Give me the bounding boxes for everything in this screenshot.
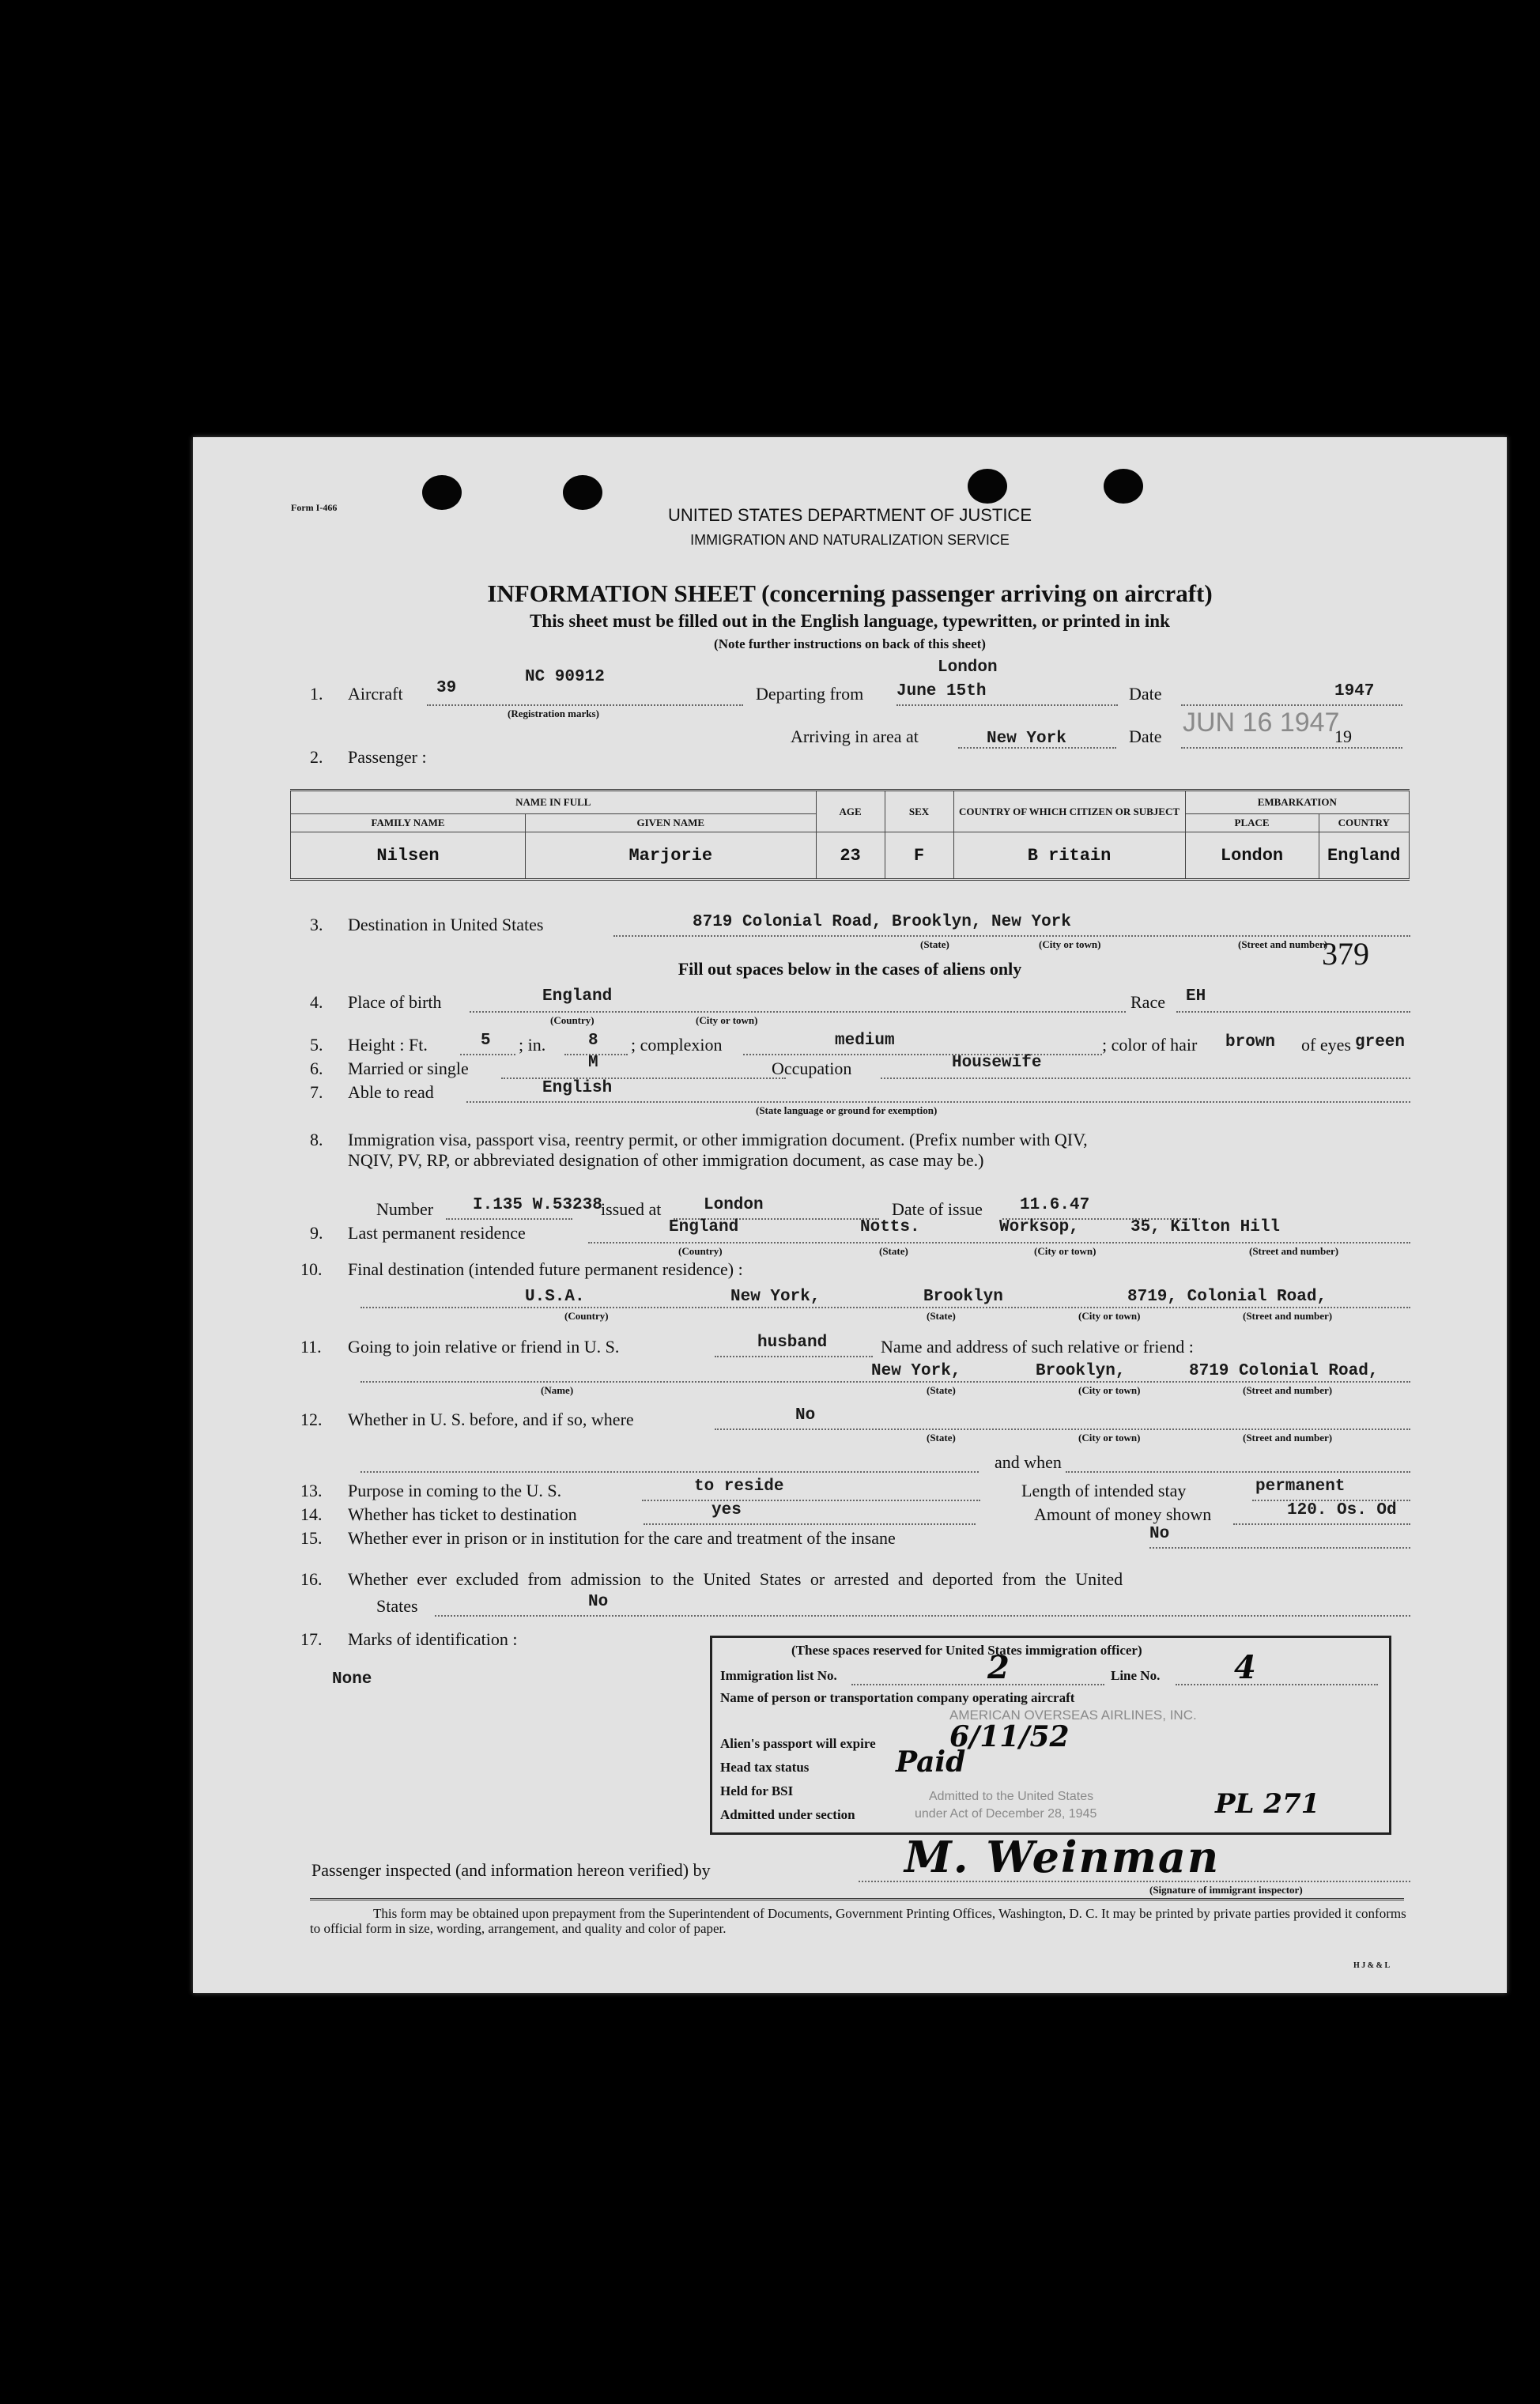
visa-text: Immigration visa, passport visa, reentry permit, or other immigration document. (Prefix number with QIV, xyxy=(348,1130,1088,1149)
item-number: 3. xyxy=(310,915,323,934)
arriving-value: New York xyxy=(987,730,1066,748)
operator-stamp: AMERICAN OVERSEAS AIRLINES, INC. xyxy=(949,1708,1197,1723)
passport-expiry-value: 6/11/52 xyxy=(949,1720,1070,1753)
money-line xyxy=(1233,1523,1410,1525)
item-number: 12. xyxy=(300,1410,323,1429)
date-label: Date xyxy=(1129,684,1162,704)
aircraft-line xyxy=(427,704,743,706)
note-line: (Note further instructions on back of this sheet) xyxy=(714,636,986,651)
married-label: Married or single xyxy=(348,1059,469,1078)
age-header: AGE xyxy=(816,791,885,832)
ticket-value: yes xyxy=(711,1501,742,1519)
caption: (City or town) xyxy=(1078,1432,1141,1444)
date-of-issue-value: 11.6.47 xyxy=(1020,1196,1090,1214)
ticket-label: Whether has ticket to destination xyxy=(348,1504,577,1524)
occupation-label: Occupation xyxy=(772,1059,852,1078)
aliens-heading: Fill out spaces below in the cases of aliens only xyxy=(678,959,1022,979)
destination-line xyxy=(613,935,1410,937)
hair-label: ; color of hair xyxy=(1102,1035,1198,1055)
caption: (Country) xyxy=(550,1014,594,1026)
in-us-before-line xyxy=(715,1428,1410,1430)
date-label: Date xyxy=(1129,726,1162,746)
ticket-line xyxy=(644,1523,976,1525)
in-us-before-label: Whether in U. S. before, and if so, where xyxy=(348,1410,634,1429)
when-line xyxy=(1066,1471,1410,1473)
item-number: 2. xyxy=(310,747,323,767)
item-number: 13. xyxy=(300,1481,323,1500)
page-title: INFORMATION SHEET (concerning passenger arriving on aircraft) xyxy=(487,579,1213,607)
joining-value: husband xyxy=(757,1334,828,1352)
relative-city-value: Brooklyn, xyxy=(1036,1362,1126,1380)
footer-rule xyxy=(310,1898,1404,1900)
aircraft-value: 39 xyxy=(436,679,457,697)
list-value: 2 xyxy=(987,1649,1010,1686)
punch-hole xyxy=(1104,469,1143,504)
departing-date-value: June 15th xyxy=(896,682,987,700)
departure-year-value: 1947 xyxy=(1334,682,1375,700)
item-number: 10. xyxy=(300,1259,323,1279)
passenger-label: Passenger : xyxy=(348,747,427,767)
height-in-value: 8 xyxy=(588,1032,598,1050)
read-value: English xyxy=(542,1079,613,1097)
table-row xyxy=(291,832,1410,880)
caption: (Street and number) xyxy=(1243,1310,1333,1322)
date-of-issue-label: Date of issue xyxy=(892,1199,983,1219)
prison-label: Whether ever in prison or in institution for the care and treatment of the insane xyxy=(348,1528,896,1548)
relative-address-label: Name and address of such relative or friend : xyxy=(881,1337,1194,1357)
married-value: M xyxy=(588,1054,598,1072)
punch-hole xyxy=(968,469,1007,504)
prison-line xyxy=(1149,1547,1410,1549)
signature-caption: (Signature of immigrant inspector) xyxy=(1149,1884,1303,1896)
complexion-line xyxy=(743,1054,1102,1055)
final-street-value: 8719, Colonial Road, xyxy=(1127,1288,1327,1306)
passenger-table xyxy=(290,789,1410,881)
final-state-value: New York, xyxy=(730,1288,821,1306)
citizen-header: COUNTRY OF WHICH CITIZEN OR SUBJECT xyxy=(953,791,1185,832)
caption: (State language or ground for exemption) xyxy=(756,1104,938,1116)
money-label: Amount of money shown xyxy=(1034,1504,1212,1524)
caption: (State) xyxy=(927,1310,956,1322)
registration-caption: (Registration marks) xyxy=(508,708,599,719)
admitted-under-label: Admitted under section xyxy=(720,1807,855,1822)
caption: (City or town) xyxy=(696,1014,758,1026)
place-header: PLACE xyxy=(1185,814,1319,832)
country-header: COUNTRY xyxy=(1319,814,1409,832)
birth-line xyxy=(470,1011,1126,1013)
number-line xyxy=(446,1218,572,1220)
excluded-line xyxy=(435,1615,1410,1617)
given-name-cell: Marjorie xyxy=(526,832,817,880)
sex-cell: F xyxy=(885,832,953,880)
printer-mark: H J & & L xyxy=(1353,1961,1391,1970)
and-when-label: and when xyxy=(995,1452,1062,1472)
inspected-label: Passenger inspected (and information hereon verified) by xyxy=(311,1860,711,1880)
caption: (Street and number) xyxy=(1243,1384,1333,1396)
admitted-stamp: Admitted to the United States xyxy=(929,1790,1094,1803)
hair-value: brown xyxy=(1225,1033,1276,1051)
final-destination-label: Final destination (intended future permanent residence) : xyxy=(348,1259,743,1279)
family-name-header: FAMILY NAME xyxy=(291,814,526,832)
height-ft-line xyxy=(460,1054,515,1055)
line-value: 4 xyxy=(1234,1649,1256,1686)
sex-header: SEX xyxy=(885,791,953,832)
last-residence-label: Last permanent residence xyxy=(348,1223,526,1243)
purpose-value: to reside xyxy=(694,1477,784,1496)
place-cell: London xyxy=(1185,832,1319,880)
caption: (Street and number) xyxy=(1238,938,1328,950)
registration-value: NC 90912 xyxy=(525,668,605,686)
money-value: 120. Os. Od xyxy=(1287,1501,1397,1519)
final-country-value: U.S.A. xyxy=(525,1288,585,1306)
length-stay-value: permanent xyxy=(1255,1477,1346,1496)
issued-at-value: London xyxy=(704,1196,764,1214)
head-tax-value: Paid xyxy=(896,1745,966,1779)
last-state-value: Notts. xyxy=(860,1218,920,1236)
citizen-cell: B ritain xyxy=(953,832,1185,880)
departing-line xyxy=(896,704,1118,706)
line-no-label: Line No. xyxy=(1111,1668,1161,1683)
list-line xyxy=(851,1684,1104,1685)
item-number: 1. xyxy=(310,684,323,704)
immigration-list-label: Immigration list No. xyxy=(720,1668,837,1683)
item-number: 11. xyxy=(300,1337,322,1357)
prison-value: No xyxy=(1149,1525,1170,1543)
head-tax-label: Head tax status xyxy=(720,1760,810,1775)
item-number: 8. xyxy=(310,1130,323,1149)
arrival-date-stamp: JUN 16 1947 xyxy=(1183,708,1340,738)
able-to-read-label: Able to read xyxy=(348,1082,434,1102)
passport-expires-label: Alien's passport will expire xyxy=(720,1736,876,1751)
joining-line xyxy=(715,1356,873,1357)
caption: (Street and number) xyxy=(1243,1432,1333,1444)
aircraft-label: Aircraft xyxy=(348,684,403,704)
item-number: 4. xyxy=(310,992,323,1012)
complexion-label: ; complexion xyxy=(631,1035,723,1055)
department-heading: UNITED STATES DEPARTMENT OF JUSTICE xyxy=(667,505,1032,525)
inspector-signature: M. Weinman xyxy=(904,1832,1221,1882)
in-us-before-value: No xyxy=(795,1406,816,1425)
caption: (City or town) xyxy=(1078,1384,1141,1396)
item-number: 9. xyxy=(310,1223,323,1243)
name-in-full-header: NAME IN FULL xyxy=(291,791,817,814)
height-label: Height : Ft. xyxy=(348,1035,428,1055)
footer-text: This form may be obtained upon prepayment from the Superintendent of Documents, Government Printing Offices, Washington, D. C. It may be printed by private parties provided it conforms to official form in size, wording, arrangement, and quality and color of paper. xyxy=(310,1906,1406,1936)
purpose-line xyxy=(642,1500,980,1501)
going-to-join-label: Going to join relative or friend in U. S. xyxy=(348,1337,620,1357)
admitted-section-value: PL 271 xyxy=(1215,1788,1320,1820)
birth-country-value: England xyxy=(542,987,613,1006)
relative-line xyxy=(360,1381,1410,1383)
length-stay-label: Length of intended stay xyxy=(1021,1481,1187,1500)
race-label: Race xyxy=(1130,992,1165,1012)
item-number: 15. xyxy=(300,1528,323,1548)
service-heading: IMMIGRATION AND NATURALIZATION SERVICE xyxy=(690,532,1010,548)
occupation-value: Housewife xyxy=(952,1054,1042,1072)
last-city-value: Worksop, xyxy=(999,1218,1079,1236)
relative-state-value: New York, xyxy=(871,1362,961,1380)
issued-at-label: issued at xyxy=(601,1199,662,1219)
doc-number-value: I.135 W.53238 xyxy=(473,1196,602,1214)
inches-label: ; in. xyxy=(519,1035,546,1055)
eyes-value: green xyxy=(1355,1033,1406,1051)
item-number: 14. xyxy=(300,1504,323,1524)
serial-number: 379 xyxy=(1322,936,1369,972)
marks-label: Marks of identification : xyxy=(348,1629,518,1649)
excluded-label: States xyxy=(376,1596,418,1616)
last-residence-line xyxy=(588,1242,1410,1244)
caption: (State) xyxy=(927,1384,956,1396)
caption: (State) xyxy=(879,1245,908,1257)
item-number: 6. xyxy=(310,1059,323,1078)
arrival-date-line xyxy=(1181,747,1402,749)
caption: (Street and number) xyxy=(1249,1245,1339,1257)
held-bsi-label: Held for BSI xyxy=(720,1783,794,1798)
marks-value: None xyxy=(332,1670,372,1689)
race-value: EH xyxy=(1186,987,1206,1006)
final-city-value: Brooklyn xyxy=(923,1288,1003,1306)
arriving-label: Arriving in area at xyxy=(791,726,919,746)
departing-label: Departing from xyxy=(756,684,864,704)
destination-value: 8719 Colonial Road, Brooklyn, New York xyxy=(693,913,1071,931)
excluded-value: No xyxy=(588,1593,609,1611)
caption: (City or town) xyxy=(1078,1310,1141,1322)
item-number: 16. xyxy=(300,1569,323,1589)
officer-box-heading: (These spaces reserved for United States immigration officer) xyxy=(791,1643,1142,1658)
caption: (City or town) xyxy=(1039,938,1101,950)
departing-place-value: London xyxy=(938,659,998,677)
race-line xyxy=(1176,1011,1410,1013)
caption: (State) xyxy=(927,1432,956,1444)
caption: (State) xyxy=(920,938,949,950)
form-number: Form I-466 xyxy=(291,502,338,513)
embark-country-cell: England xyxy=(1319,832,1409,880)
item-number: 5. xyxy=(310,1035,323,1055)
caption: (Country) xyxy=(678,1245,723,1257)
instruction-line: This sheet must be filled out in the English language, typewritten, or printed in ink xyxy=(530,611,1170,631)
admitted-stamp: under Act of December 28, 1945 xyxy=(915,1807,1097,1821)
arrival-year-value: 19 xyxy=(1334,726,1352,746)
given-name-header: GIVEN NAME xyxy=(526,814,817,832)
line-line xyxy=(1176,1684,1378,1685)
complexion-value: medium xyxy=(835,1032,895,1050)
date-line xyxy=(1181,704,1402,706)
read-line xyxy=(466,1101,1410,1103)
final-destination-line xyxy=(360,1307,1410,1308)
visa-text: NQIV, PV, RP, or abbreviated designation of other immigration document, as case may be.) xyxy=(348,1150,984,1170)
item-number: 7. xyxy=(310,1082,323,1102)
number-label: Number xyxy=(376,1199,434,1219)
operator-label: Name of person or transportation company operating aircraft xyxy=(720,1690,1075,1705)
purpose-label: Purpose in coming to the U. S. xyxy=(348,1481,562,1500)
relative-street-value: 8719 Colonial Road, xyxy=(1189,1362,1379,1380)
last-street-value: 35, Kilton Hill xyxy=(1130,1218,1281,1236)
embarkation-header: EMBARKATION xyxy=(1185,791,1409,814)
caption: (Country) xyxy=(564,1310,609,1322)
caption: (City or town) xyxy=(1034,1245,1096,1257)
family-name-cell: Nilsen xyxy=(291,832,526,880)
occupation-line xyxy=(881,1077,1410,1079)
last-country-value: England xyxy=(669,1218,739,1236)
place-of-birth-label: Place of birth xyxy=(348,992,442,1012)
and-when-line xyxy=(360,1471,979,1473)
item-number: 17. xyxy=(300,1629,323,1649)
excluded-label: Whether ever excluded from admission to the United States or arrested and deported from the United xyxy=(348,1569,1123,1589)
information-sheet-document xyxy=(193,437,1507,1993)
age-cell: 23 xyxy=(816,832,885,880)
eyes-label: of eyes xyxy=(1301,1035,1351,1055)
height-ft-value: 5 xyxy=(481,1032,491,1050)
destination-label: Destination in United States xyxy=(348,915,544,934)
officer-reserved-box xyxy=(710,1636,1391,1835)
caption: (Name) xyxy=(541,1384,574,1396)
